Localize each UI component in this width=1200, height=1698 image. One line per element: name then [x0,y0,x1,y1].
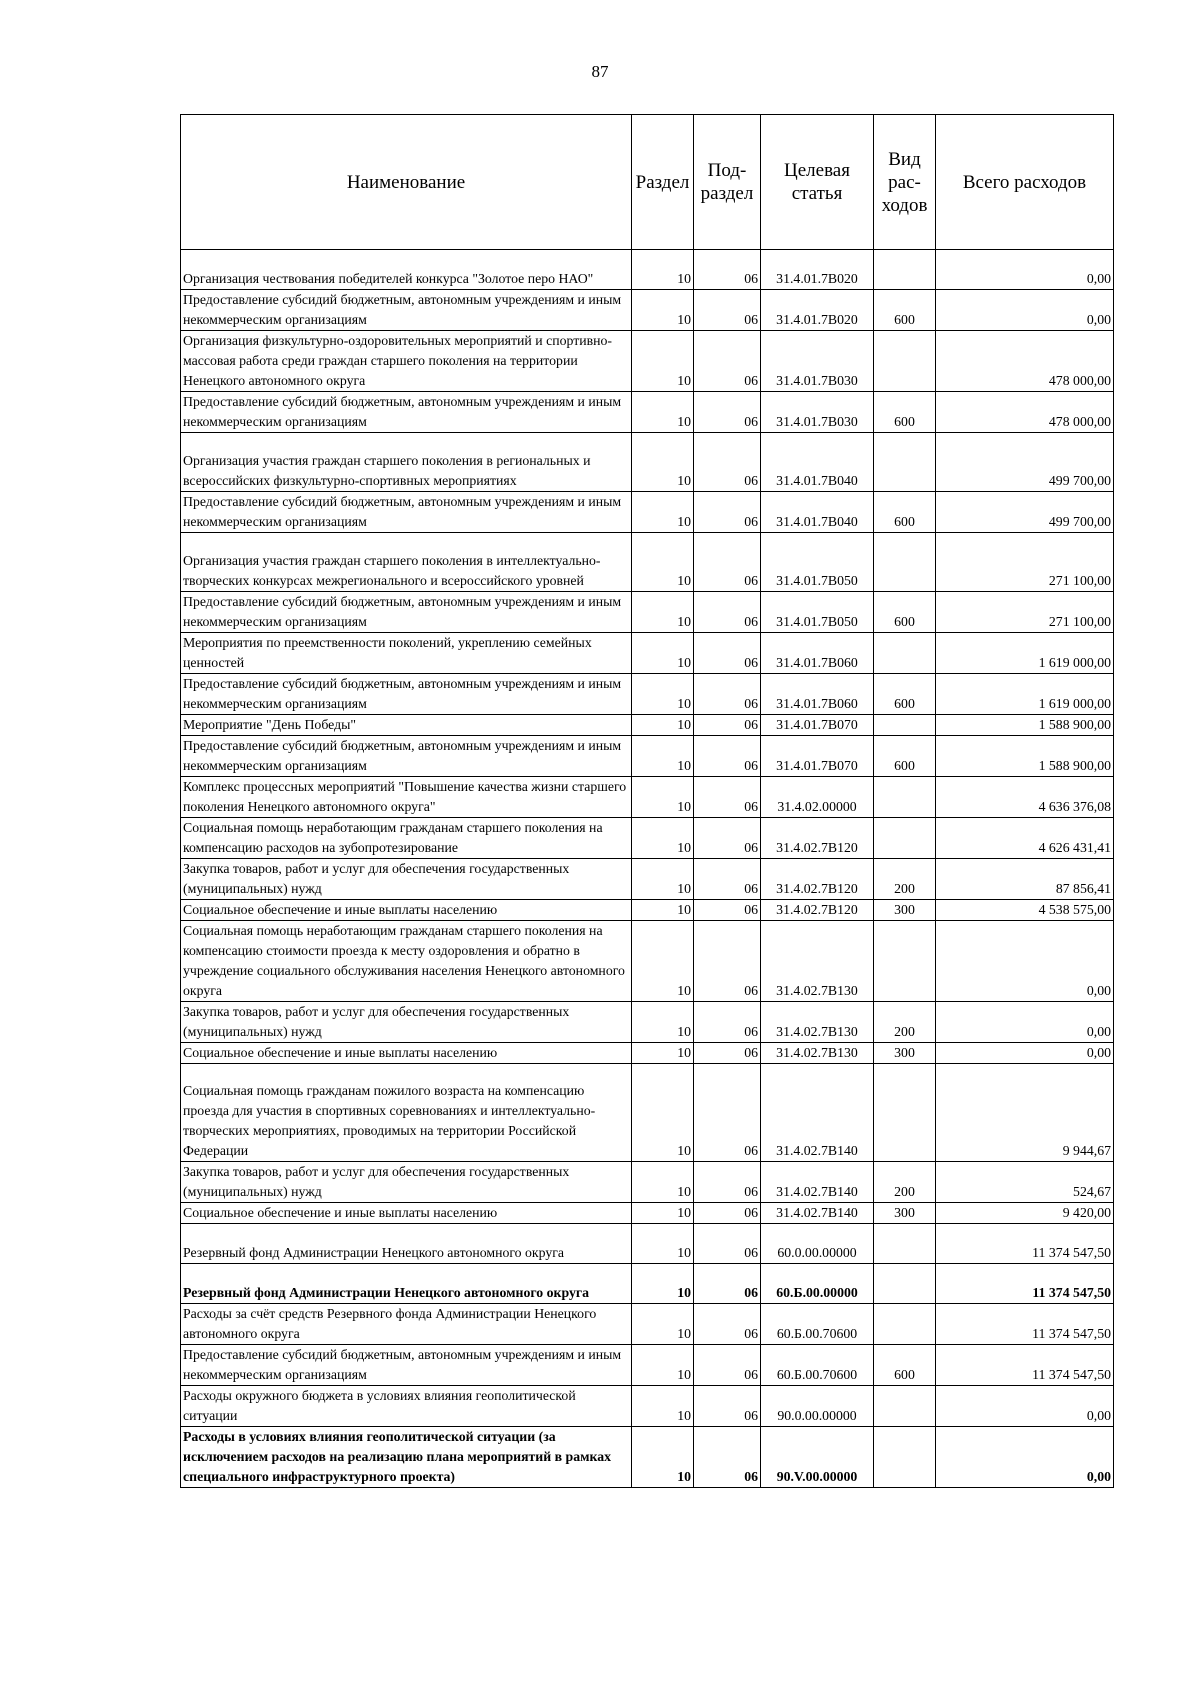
cell-podrazdel: 06 [694,674,761,715]
cell-podrazdel: 06 [694,1043,761,1064]
table-row [181,1427,1114,1488]
table-row [181,1345,1114,1386]
cell-statya: 31.4.02.7В140 [761,1064,874,1162]
cell-statya: 31.4.01.7В040 [761,492,874,533]
cell-razdel: 10 [632,859,694,900]
cell-name: Закупка товаров, работ и услуг для обеспечения государственных (муниципальных) нужд [181,1002,632,1043]
table-row [181,1043,1114,1064]
cell-podrazdel: 06 [694,1304,761,1345]
cell-name: Организация чествования победителей конкурса "Золотое перо НАО" [181,250,632,290]
cell-name: Предоставление субсидий бюджетным, автономным учреждениям и иным некоммерческим организациям [181,592,632,633]
cell-podrazdel: 06 [694,633,761,674]
cell-statya: 31.4.01.7В030 [761,392,874,433]
cell-total: 0,00 [936,1043,1114,1064]
cell-total: 4 538 575,00 [936,900,1114,921]
cell-razdel: 10 [632,1386,694,1427]
cell-statya: 31.4.02.7В120 [761,818,874,859]
cell-vid: 600 [874,736,936,777]
cell-total: 478 000,00 [936,392,1114,433]
cell-total: 87 856,41 [936,859,1114,900]
table-row [181,392,1114,433]
table-row [181,433,1114,492]
cell-razdel: 10 [632,921,694,1002]
cell-razdel: 10 [632,250,694,290]
cell-statya: 31.4.01.7В050 [761,592,874,633]
cell-vid [874,633,936,674]
cell-total: 11 374 547,50 [936,1224,1114,1264]
cell-vid [874,777,936,818]
cell-statya: 31.4.02.7В120 [761,859,874,900]
cell-razdel: 10 [632,433,694,492]
cell-statya: 31.4.01.7В070 [761,736,874,777]
cell-total: 0,00 [936,290,1114,331]
table-row [181,592,1114,633]
cell-vid: 200 [874,1002,936,1043]
cell-razdel: 10 [632,736,694,777]
cell-razdel: 10 [632,900,694,921]
cell-total: 4 636 376,08 [936,777,1114,818]
table-row [181,331,1114,392]
table-row [181,777,1114,818]
cell-name: Предоставление субсидий бюджетным, автономным учреждениям и иным некоммерческим организациям [181,392,632,433]
cell-total: 271 100,00 [936,592,1114,633]
cell-razdel: 10 [632,1224,694,1264]
cell-vid [874,433,936,492]
cell-statya: 60.Б.00.70600 [761,1345,874,1386]
cell-vid [874,715,936,736]
cell-name: Социальное обеспечение и иные выплаты населению [181,1043,632,1064]
cell-vid: 200 [874,859,936,900]
cell-podrazdel: 06 [694,859,761,900]
cell-razdel: 10 [632,290,694,331]
cell-total: 271 100,00 [936,533,1114,592]
table-row [181,1264,1114,1304]
cell-razdel: 10 [632,1002,694,1043]
cell-total: 0,00 [936,1427,1114,1488]
cell-statya: 31.4.01.7В020 [761,250,874,290]
cell-statya: 31.4.01.7В050 [761,533,874,592]
cell-vid [874,1264,936,1304]
cell-razdel: 10 [632,592,694,633]
cell-podrazdel: 06 [694,331,761,392]
table-row [181,1304,1114,1345]
cell-podrazdel: 06 [694,433,761,492]
cell-vid [874,921,936,1002]
cell-name: Расходы в условиях влияния геополитической ситуации (за исключением расходов на реализацию плана мероприятий в рамках специального инфраструктурного проекта) [181,1427,632,1488]
cell-total: 0,00 [936,921,1114,1002]
cell-statya: 31.4.01.7В020 [761,290,874,331]
cell-name: Расходы окружного бюджета в условиях влияния геополитической ситуации [181,1386,632,1427]
cell-podrazdel: 06 [694,1224,761,1264]
table-row [181,1203,1114,1224]
cell-vid [874,533,936,592]
cell-podrazdel: 06 [694,290,761,331]
cell-name: Социальное обеспечение и иные выплаты населению [181,1203,632,1224]
cell-name: Предоставление субсидий бюджетным, автономным учреждениям и иным некоммерческим организациям [181,674,632,715]
table-row [181,1002,1114,1043]
header-razdel: Раздел [632,115,694,250]
cell-vid [874,331,936,392]
cell-statya: 90.V.00.00000 [761,1427,874,1488]
header-statya: Целевая статья [761,115,874,250]
cell-vid: 600 [874,290,936,331]
cell-total: 1 588 900,00 [936,736,1114,777]
table-row [181,1064,1114,1162]
cell-podrazdel: 06 [694,777,761,818]
cell-statya: 31.4.02.7В130 [761,921,874,1002]
table-row [181,290,1114,331]
table-row [181,1386,1114,1427]
cell-podrazdel: 06 [694,1162,761,1203]
cell-vid [874,1224,936,1264]
cell-total: 9 420,00 [936,1203,1114,1224]
cell-vid: 200 [874,1162,936,1203]
cell-vid [874,1064,936,1162]
cell-statya: 31.4.02.7В130 [761,1002,874,1043]
table-row [181,1162,1114,1203]
cell-statya: 60.Б.00.00000 [761,1264,874,1304]
cell-name: Социальная помощь гражданам пожилого возраста на компенсацию проезда для участия в спортивных соревнованиях и интеллектуально-творческих мероприятиях, проводимых на территории Российской Федерации [181,1064,632,1162]
cell-vid: 600 [874,492,936,533]
cell-podrazdel: 06 [694,1427,761,1488]
cell-total: 11 374 547,50 [936,1345,1114,1386]
table-row [181,1224,1114,1264]
cell-statya: 31.4.01.7В040 [761,433,874,492]
cell-vid: 300 [874,1043,936,1064]
cell-podrazdel: 06 [694,900,761,921]
cell-podrazdel: 06 [694,492,761,533]
cell-podrazdel: 06 [694,1002,761,1043]
cell-name: Закупка товаров, работ и услуг для обеспечения государственных (муниципальных) нужд [181,1162,632,1203]
table-row [181,921,1114,1002]
cell-statya: 31.4.02.00000 [761,777,874,818]
cell-razdel: 10 [632,331,694,392]
page-number: 87 [591,62,609,81]
cell-statya: 31.4.02.7В130 [761,1043,874,1064]
cell-vid: 300 [874,900,936,921]
cell-total: 1 619 000,00 [936,633,1114,674]
cell-vid: 600 [874,592,936,633]
cell-vid [874,1304,936,1345]
cell-razdel: 10 [632,1203,694,1224]
cell-razdel: 10 [632,715,694,736]
cell-razdel: 10 [632,777,694,818]
cell-podrazdel: 06 [694,1203,761,1224]
table-row [181,492,1114,533]
table-row [181,674,1114,715]
cell-razdel: 10 [632,533,694,592]
cell-name: Резервный фонд Администрации Ненецкого автономного округа [181,1264,632,1304]
cell-podrazdel: 06 [694,818,761,859]
cell-podrazdel: 06 [694,715,761,736]
cell-vid: 600 [874,392,936,433]
cell-name: Мероприятия по преемственности поколений, укреплению семейных ценностей [181,633,632,674]
table-header-row [181,115,1114,250]
cell-name: Предоставление субсидий бюджетным, автономным учреждениям и иным некоммерческим организациям [181,492,632,533]
cell-vid [874,818,936,859]
table-row [181,715,1114,736]
cell-total: 0,00 [936,250,1114,290]
table-row [181,859,1114,900]
cell-statya: 60.0.00.00000 [761,1224,874,1264]
cell-total: 499 700,00 [936,433,1114,492]
table-row [181,533,1114,592]
cell-razdel: 10 [632,1043,694,1064]
cell-vid: 600 [874,1345,936,1386]
header-total: Всего расходов [936,115,1114,250]
cell-razdel: 10 [632,1304,694,1345]
cell-podrazdel: 06 [694,1064,761,1162]
cell-statya: 31.4.01.7В060 [761,633,874,674]
cell-razdel: 10 [632,1162,694,1203]
table-row [181,818,1114,859]
cell-vid [874,1427,936,1488]
cell-razdel: 10 [632,1064,694,1162]
cell-total: 1 588 900,00 [936,715,1114,736]
cell-name: Предоставление субсидий бюджетным, автономным учреждениям и иным некоммерческим организациям [181,1345,632,1386]
cell-podrazdel: 06 [694,250,761,290]
cell-name: Комплекс процессных мероприятий "Повышение качества жизни старшего поколения Ненецкого автономного округа" [181,777,632,818]
cell-razdel: 10 [632,633,694,674]
cell-razdel: 10 [632,818,694,859]
cell-name: Социальная помощь неработающим гражданам старшего поколения на компенсацию расходов на зубопротезирование [181,818,632,859]
cell-total: 524,67 [936,1162,1114,1203]
cell-name: Предоставление субсидий бюджетным, автономным учреждениям и иным некоммерческим организациям [181,290,632,331]
cell-statya: 31.4.02.7В140 [761,1203,874,1224]
header-podrazdel: Под-раздел [694,115,761,250]
cell-name: Резервный фонд Администрации Ненецкого автономного округа [181,1224,632,1264]
cell-podrazdel: 06 [694,921,761,1002]
table-row [181,633,1114,674]
cell-name: Организация участия граждан старшего поколения в региональных и всероссийских физкультурно-спортивных мероприятиях [181,433,632,492]
cell-statya: 31.4.02.7В140 [761,1162,874,1203]
cell-podrazdel: 06 [694,1386,761,1427]
cell-statya: 90.0.00.00000 [761,1386,874,1427]
cell-total: 1 619 000,00 [936,674,1114,715]
cell-statya: 60.Б.00.70600 [761,1304,874,1345]
cell-razdel: 10 [632,1345,694,1386]
table-row [181,250,1114,290]
cell-vid [874,1386,936,1427]
cell-podrazdel: 06 [694,392,761,433]
cell-razdel: 10 [632,492,694,533]
cell-podrazdel: 06 [694,1345,761,1386]
budget-table [180,114,1114,1488]
cell-statya: 31.4.01.7В030 [761,331,874,392]
table-row [181,736,1114,777]
cell-name: Расходы за счёт средств Резервного фонда Администрации Ненецкого автономного округа [181,1304,632,1345]
cell-total: 11 374 547,50 [936,1304,1114,1345]
header-name: Наименование [181,115,632,250]
cell-name: Мероприятие "День Победы" [181,715,632,736]
cell-razdel: 10 [632,392,694,433]
cell-podrazdel: 06 [694,533,761,592]
cell-vid [874,250,936,290]
cell-total: 0,00 [936,1002,1114,1043]
header-vid: Вид рас-ходов [874,115,936,250]
cell-name: Предоставление субсидий бюджетным, автономным учреждениям и иным некоммерческим организациям [181,736,632,777]
cell-podrazdel: 06 [694,736,761,777]
cell-total: 0,00 [936,1386,1114,1427]
cell-name: Социальное обеспечение и иные выплаты населению [181,900,632,921]
cell-total: 4 626 431,41 [936,818,1114,859]
cell-vid: 300 [874,1203,936,1224]
cell-total: 478 000,00 [936,331,1114,392]
cell-total: 499 700,00 [936,492,1114,533]
cell-razdel: 10 [632,674,694,715]
cell-statya: 31.4.01.7В060 [761,674,874,715]
cell-total: 11 374 547,50 [936,1264,1114,1304]
cell-podrazdel: 06 [694,592,761,633]
cell-name: Закупка товаров, работ и услуг для обеспечения государственных (муниципальных) нужд [181,859,632,900]
cell-razdel: 10 [632,1427,694,1488]
cell-total: 9 944,67 [936,1064,1114,1162]
table-row [181,900,1114,921]
cell-statya: 31.4.02.7В120 [761,900,874,921]
cell-name: Социальная помощь неработающим гражданам старшего поколения на компенсацию стоимости проезда к месту оздоровления и обратно в учреждение социального обслуживания населения Ненецкого автономного округа [181,921,632,1002]
cell-vid: 600 [874,674,936,715]
cell-name: Организация участия граждан старшего поколения в интеллектуально-творческих конкурсах межрегионального и всероссийского уровней [181,533,632,592]
cell-statya: 31.4.01.7В070 [761,715,874,736]
cell-podrazdel: 06 [694,1264,761,1304]
cell-name: Организация физкультурно-оздоровительных мероприятий и спортивно-массовая работа среди граждан старшего поколения на территории Ненецкого автономного округа [181,331,632,392]
cell-razdel: 10 [632,1264,694,1304]
